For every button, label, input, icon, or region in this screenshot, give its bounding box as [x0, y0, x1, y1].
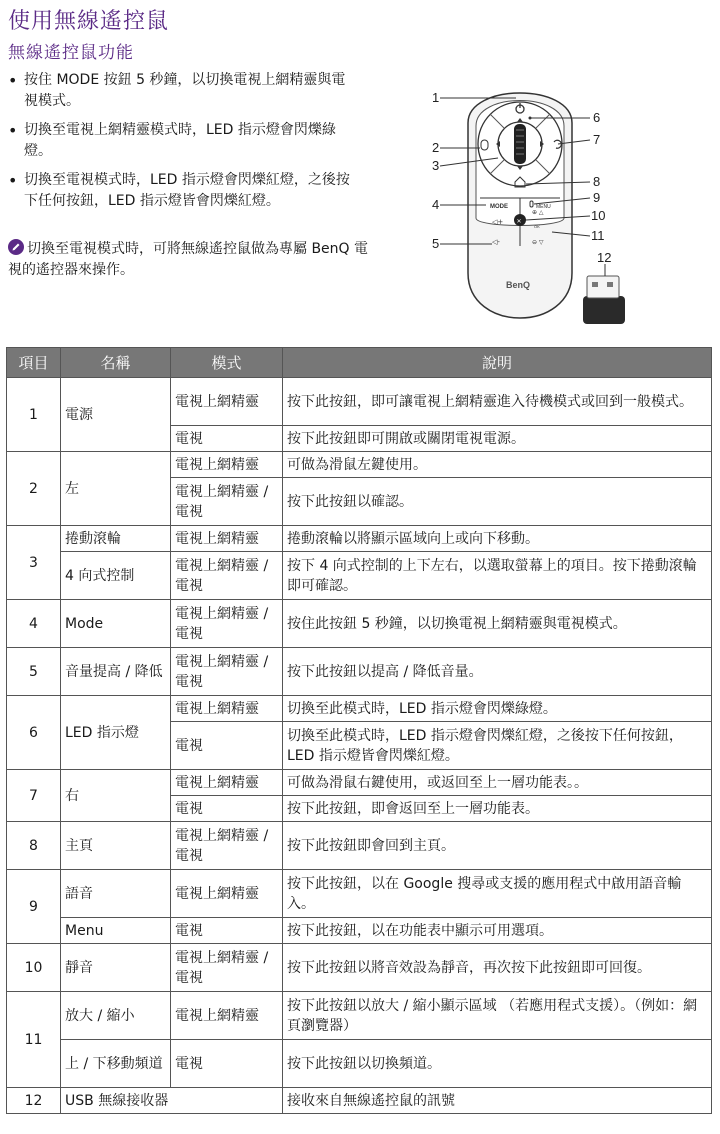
row-number: 7 — [7, 770, 61, 822]
row-mode: 電視 — [171, 722, 283, 770]
row-description: 按下此按鈕，以在功能表中顯示可用選項。 — [283, 918, 712, 944]
callout-7: 7 — [593, 132, 601, 147]
callout-3: 3 — [432, 158, 440, 173]
usb-receiver — [583, 276, 625, 324]
zoom-out-icon: ⊖ ▽ — [532, 239, 544, 246]
row-description: 按下此按鈕，以在 Google 搜尋或支援的應用程式中啟用語音輸入。 — [283, 870, 712, 918]
zoom-in-icon: ⊕ △ — [532, 209, 544, 216]
row-number: 4 — [7, 600, 61, 648]
table-row — [7, 1040, 712, 1088]
row-mode: 電視上網精靈 — [171, 378, 283, 426]
row-mode: 電視 — [171, 918, 283, 944]
callout-10: 10 — [591, 208, 606, 223]
table-row — [7, 992, 712, 1040]
row-number: 9 — [7, 870, 61, 944]
row-number: 6 — [7, 696, 61, 770]
volume-up-icon: ◁+ — [492, 218, 504, 226]
callout-11: 11 — [591, 228, 605, 243]
row-description: 可做為滑鼠右鍵使用，或返回至上一層功能表。。 — [283, 770, 712, 796]
bullet-item: • 切換至電視模式時，LED 指示燈會閃爍紅燈，之後按下任何按鈕，LED 指示燈皆會閃爍紅燈。 — [8, 170, 358, 212]
callout-2: 2 — [432, 140, 440, 155]
row-description: 切換至此模式時，LED 指示燈會閃爍綠燈。 — [283, 696, 712, 722]
callout-5: 5 — [432, 236, 440, 251]
callout-1: 1 — [432, 90, 440, 105]
table-row — [7, 600, 712, 648]
row-name: 右 — [61, 770, 171, 822]
table-row — [7, 918, 712, 944]
note-text: 切換至電視模式時，可將無線遙控鼠做為專屬 BenQ 電視的遙控器來操作。 — [8, 241, 369, 278]
row-description: 按下此按鈕即可開啟或關閉電視電源。 — [283, 426, 712, 452]
table-row — [7, 526, 712, 552]
row-name: 上 / 下移動頻道 — [61, 1040, 171, 1088]
volume-down-icon: ◁- — [492, 238, 500, 246]
callout-6: 6 — [593, 110, 601, 125]
row-description: 按下此按鈕以切換頻道。 — [283, 1040, 712, 1088]
row-name: USB 無線接收器 — [61, 1088, 283, 1114]
row-mode: 電視上網精靈 — [171, 870, 283, 918]
row-name: 音量提高 / 降低 — [61, 648, 171, 696]
row-mode: 電視上網精靈 — [171, 526, 283, 552]
header-description: 說明 — [283, 348, 712, 378]
table-row — [7, 452, 712, 478]
table-row — [7, 648, 712, 696]
row-mode: 電視上網精靈 — [171, 452, 283, 478]
header-item: 項目 — [7, 348, 61, 378]
row-name: 靜音 — [61, 944, 171, 992]
row-description: 按下此按鈕，即可讓電視上網精靈進入待機模式或回到一般模式。 — [283, 378, 712, 426]
row-description: 接收來自無線遙控鼠的訊號 — [283, 1088, 712, 1114]
row-description: 按下此按鈕以放大 / 縮小顯示區域 （若應用程式支援）。（例如：網頁瀏覽器） — [283, 992, 712, 1040]
row-description: 按下此按鈕即會回到主頁。 — [283, 822, 712, 870]
table-row — [7, 696, 712, 722]
row-mode: 電視上網精靈 — [171, 992, 283, 1040]
bullet-item: • 按住 MODE 按鈕 5 秒鐘，以切換電視上網精靈與電視模式。 — [8, 70, 358, 112]
remote-control-diagram — [420, 78, 720, 340]
table-row — [7, 870, 712, 918]
row-name: 4 向式控制 — [61, 552, 171, 600]
row-mode: 電視上網精靈 / 電視 — [171, 822, 283, 870]
row-description: 按下 4 向式控制的上下左右，以選取螢幕上的項目。按下捲動滾輪即可確認。 — [283, 552, 712, 600]
row-name: 放大 / 縮小 — [61, 992, 171, 1040]
ok-label: OK — [534, 224, 540, 229]
row-name: Menu — [61, 918, 171, 944]
row-description: 按下此按鈕以確認。 — [283, 478, 712, 526]
bullet-item: • 切換至電視上網精靈模式時，LED 指示燈會閃爍綠燈。 — [8, 120, 358, 162]
mode-label: MODE — [490, 204, 508, 210]
row-description: 切換至此模式時，LED 指示燈會閃爍紅燈，之後按下任何按鈕，LED 指示燈皆會閃爍紅燈。 — [283, 722, 712, 770]
row-number: 5 — [7, 648, 61, 696]
row-description: 按下此按鈕以將音效設為靜音，再次按下此按鈕即可回復。 — [283, 944, 712, 992]
row-number: 10 — [7, 944, 61, 992]
row-name: 主頁 — [61, 822, 171, 870]
table-header-row — [7, 348, 712, 378]
callout-8: 8 — [593, 174, 601, 189]
function-table — [6, 347, 712, 1114]
row-number: 11 — [7, 992, 61, 1088]
table-row — [7, 378, 712, 426]
row-name: LED 指示燈 — [61, 696, 171, 770]
row-description: 按下此按鈕以提高 / 降低音量。 — [283, 648, 712, 696]
table-row — [7, 822, 712, 870]
row-description: 按下此按鈕，即會返回至上一層功能表。 — [283, 796, 712, 822]
row-number: 12 — [7, 1088, 61, 1114]
row-mode: 電視上網精靈 — [171, 696, 283, 722]
callout-12: 12 — [597, 250, 612, 265]
row-mode: 電視 — [171, 1040, 283, 1088]
brand-logo: BenQ — [506, 280, 531, 290]
table-row — [7, 770, 712, 796]
row-mode: 電視 — [171, 426, 283, 452]
row-name: 電源 — [61, 378, 171, 452]
section-subtitle: 無線遙控鼠功能 — [8, 43, 134, 63]
table-row — [7, 1088, 712, 1114]
callout-4: 4 — [432, 197, 440, 212]
mute-icon: ✕ — [516, 218, 522, 225]
row-name: 捲動滾輪 — [61, 526, 171, 552]
row-mode: 電視上網精靈 / 電視 — [171, 600, 283, 648]
row-name: Mode — [61, 600, 171, 648]
row-mode: 電視上網精靈 / 電視 — [171, 552, 283, 600]
table-row — [7, 552, 712, 600]
row-mode: 電視上網精靈 / 電視 — [171, 648, 283, 696]
row-description: 按住此按鈕 5 秒鐘，以切換電視上網精靈與電視模式。 — [283, 600, 712, 648]
feature-bullet-list — [8, 70, 358, 220]
pencil-note-icon — [8, 239, 24, 255]
header-name: 名稱 — [61, 348, 171, 378]
row-name: 語音 — [61, 870, 171, 918]
table-row — [7, 944, 712, 992]
row-mode: 電視上網精靈 / 電視 — [171, 478, 283, 526]
row-number: 3 — [7, 526, 61, 600]
callout-9: 9 — [593, 190, 601, 205]
row-mode: 電視上網精靈 / 電視 — [171, 944, 283, 992]
note-paragraph — [8, 239, 368, 281]
row-name: 左 — [61, 452, 171, 526]
row-description: 捲動滾輪以將顯示區域向上或向下移動。 — [283, 526, 712, 552]
row-mode: 電視上網精靈 — [171, 770, 283, 796]
row-mode: 電視 — [171, 796, 283, 822]
menu-label: MENU — [536, 204, 551, 210]
row-description: 可做為滑鼠左鍵使用。 — [283, 452, 712, 478]
page-title: 使用無線遙控鼠 — [8, 9, 170, 34]
row-number: 8 — [7, 822, 61, 870]
row-number: 2 — [7, 452, 61, 526]
header-mode: 模式 — [171, 348, 283, 378]
row-number: 1 — [7, 378, 61, 452]
